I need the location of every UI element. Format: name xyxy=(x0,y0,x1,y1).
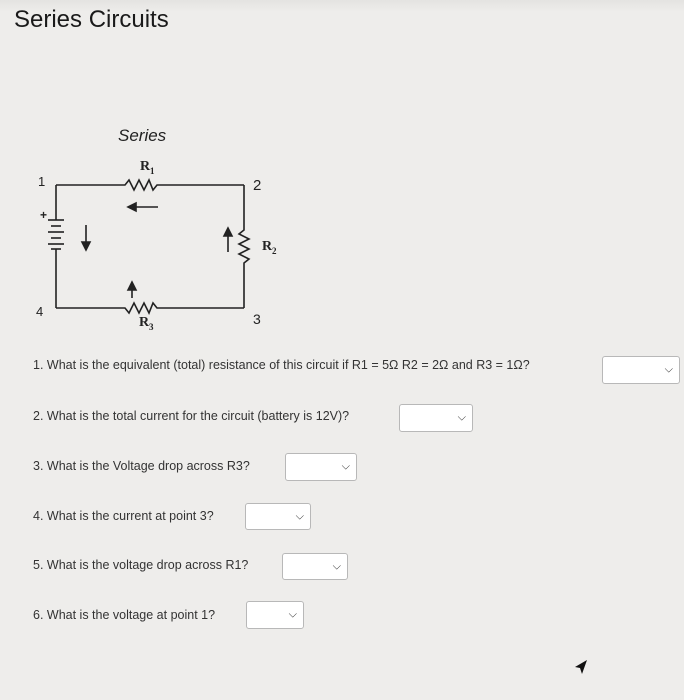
question-6-text: 6. What is the voltage at point 1? xyxy=(33,608,216,622)
chevron-down-icon: ⌵ xyxy=(457,411,466,424)
question-3-text: 3. What is the Voltage drop across R3? xyxy=(33,459,250,473)
mouse-pointer-icon xyxy=(571,658,591,678)
point-4-label: 4 xyxy=(36,304,44,319)
r2-subscript: 2 xyxy=(272,246,277,256)
chevron-down-icon: ⌵ xyxy=(341,460,350,473)
battery-plus-label: + xyxy=(40,208,48,222)
series-circuit-diagram xyxy=(0,110,300,340)
battery-symbol xyxy=(48,220,64,249)
question-4-text: 4. What is the current at point 3? xyxy=(33,509,214,523)
diagram-heading: Series xyxy=(118,126,167,145)
r2-label: R xyxy=(262,239,273,254)
page-title: Series Circuits xyxy=(14,6,169,33)
question-5-text: 5. What is the voltage drop across R1? xyxy=(33,558,249,572)
chevron-down-icon: ⌵ xyxy=(332,560,341,572)
current-arrows xyxy=(82,203,232,298)
r3-label: R xyxy=(139,315,150,330)
r3-subscript: 3 xyxy=(149,322,154,332)
chevron-down-icon: ⌵ xyxy=(295,510,304,522)
point-2-label: 2 xyxy=(253,177,262,194)
r1-label: R xyxy=(140,159,151,174)
r1-subscript: 1 xyxy=(150,166,155,176)
question-1-text: 1. What is the equivalent (total) resistance of this circuit if R1 = 5Ω R2 = 2Ω and R3 = 1Ω? xyxy=(33,358,530,372)
point-3-label: 3 xyxy=(253,311,261,327)
question-6-dropdown[interactable] xyxy=(246,601,304,629)
question-3-dropdown[interactable] xyxy=(285,453,357,481)
question-1-dropdown[interactable] xyxy=(602,356,680,384)
chevron-down-icon: ⌵ xyxy=(664,363,673,376)
question-2-dropdown[interactable] xyxy=(399,404,473,432)
question-5-dropdown[interactable] xyxy=(282,553,348,580)
chevron-down-icon: ⌵ xyxy=(288,608,297,621)
point-1-label: 1 xyxy=(38,174,46,189)
question-2-text: 2. What is the total current for the circuit (battery is 12V)? xyxy=(33,409,350,423)
question-4-dropdown[interactable] xyxy=(245,503,311,530)
